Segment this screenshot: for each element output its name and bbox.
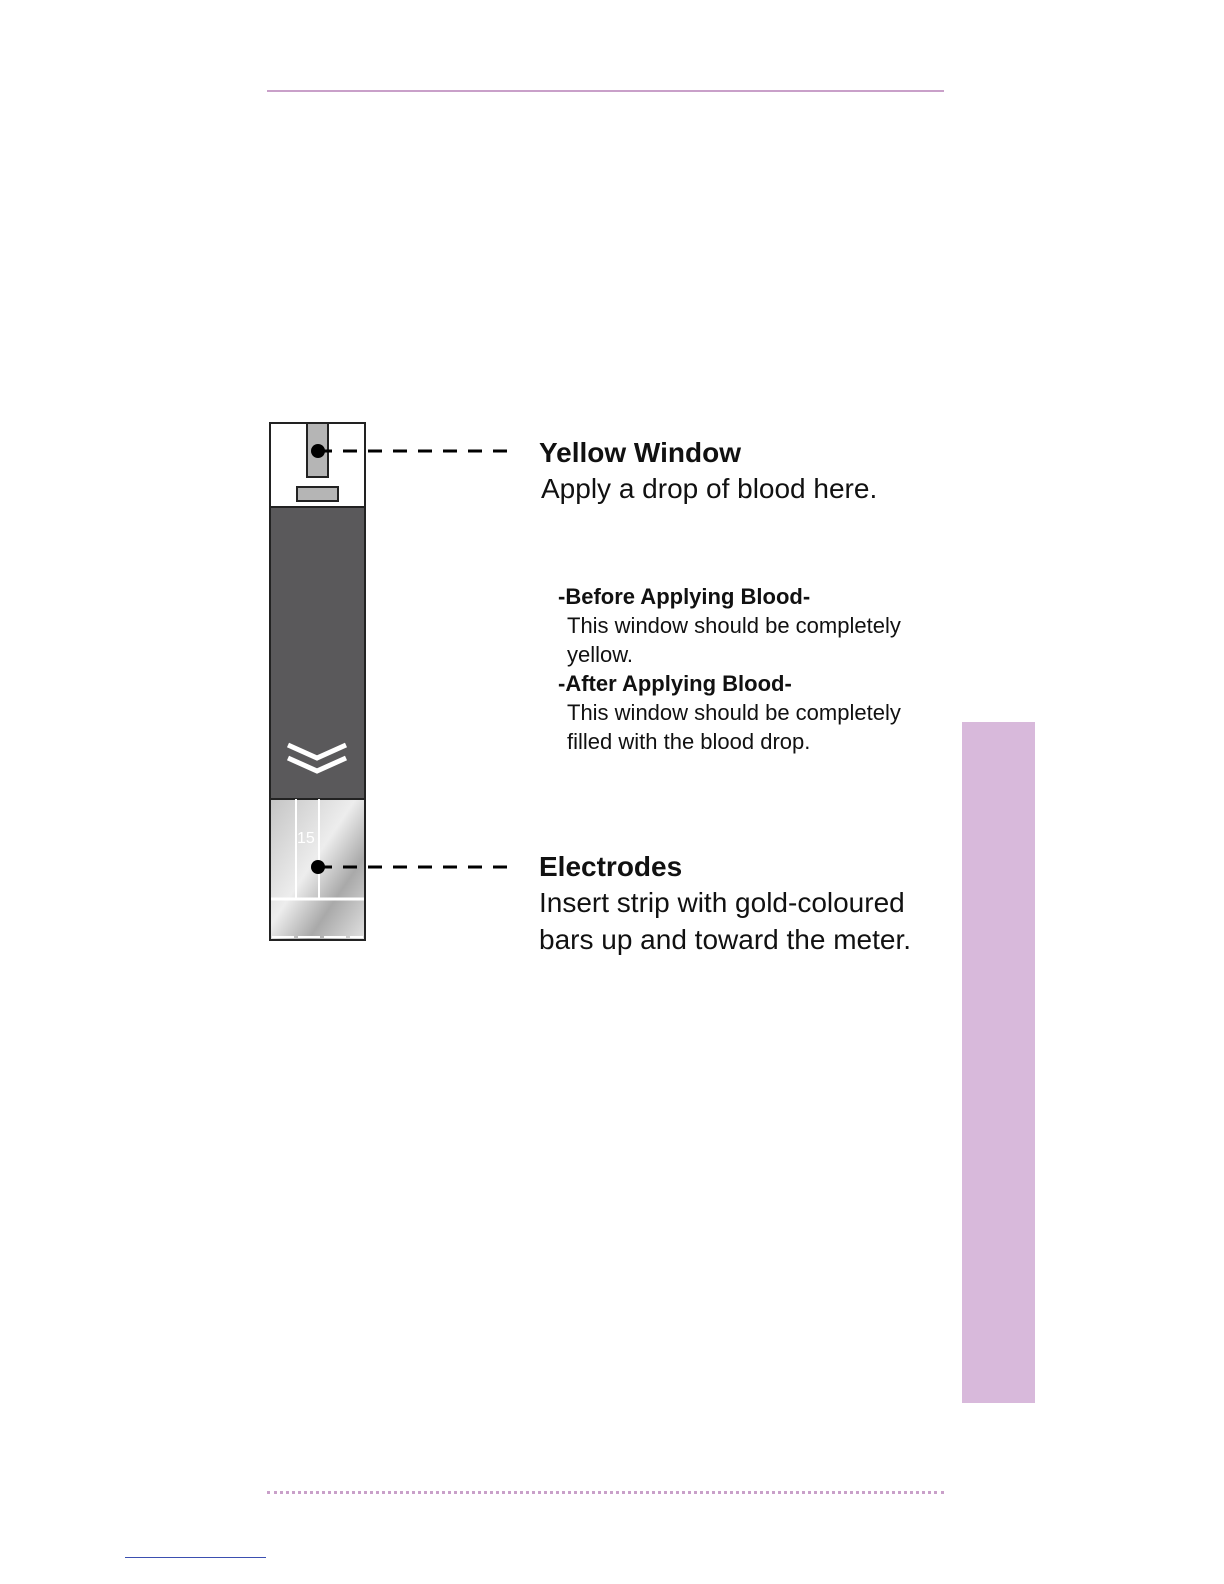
yellow-window-callout bbox=[539, 436, 949, 507]
after-applying-heading: -After Applying Blood- bbox=[558, 671, 792, 696]
test-strip-diagram bbox=[260, 415, 530, 955]
after-applying-text: This window should be completely filled with the blood drop. bbox=[567, 700, 901, 754]
blood-application-notes bbox=[558, 582, 948, 756]
electrodes-callout bbox=[539, 850, 949, 958]
yellow-window-description: Apply a drop of blood here. bbox=[541, 473, 878, 504]
footer-corner-line bbox=[125, 1557, 266, 1558]
vent-slot bbox=[297, 487, 338, 501]
before-applying-text: This window should be completely yellow. bbox=[567, 613, 901, 667]
yellow-window-title: Yellow Window bbox=[539, 437, 741, 468]
strip-number-label: 15 bbox=[297, 830, 315, 847]
electrodes-description-line1: Insert strip with gold-coloured bbox=[539, 887, 905, 918]
electrodes-description-line2: bars up and toward the meter. bbox=[539, 924, 911, 955]
footer-dotted-rule bbox=[267, 1491, 944, 1494]
before-applying-heading: -Before Applying Blood- bbox=[558, 584, 811, 609]
side-section-tab bbox=[962, 722, 1035, 1403]
electrodes-title: Electrodes bbox=[539, 851, 683, 882]
header-rule bbox=[267, 90, 944, 92]
